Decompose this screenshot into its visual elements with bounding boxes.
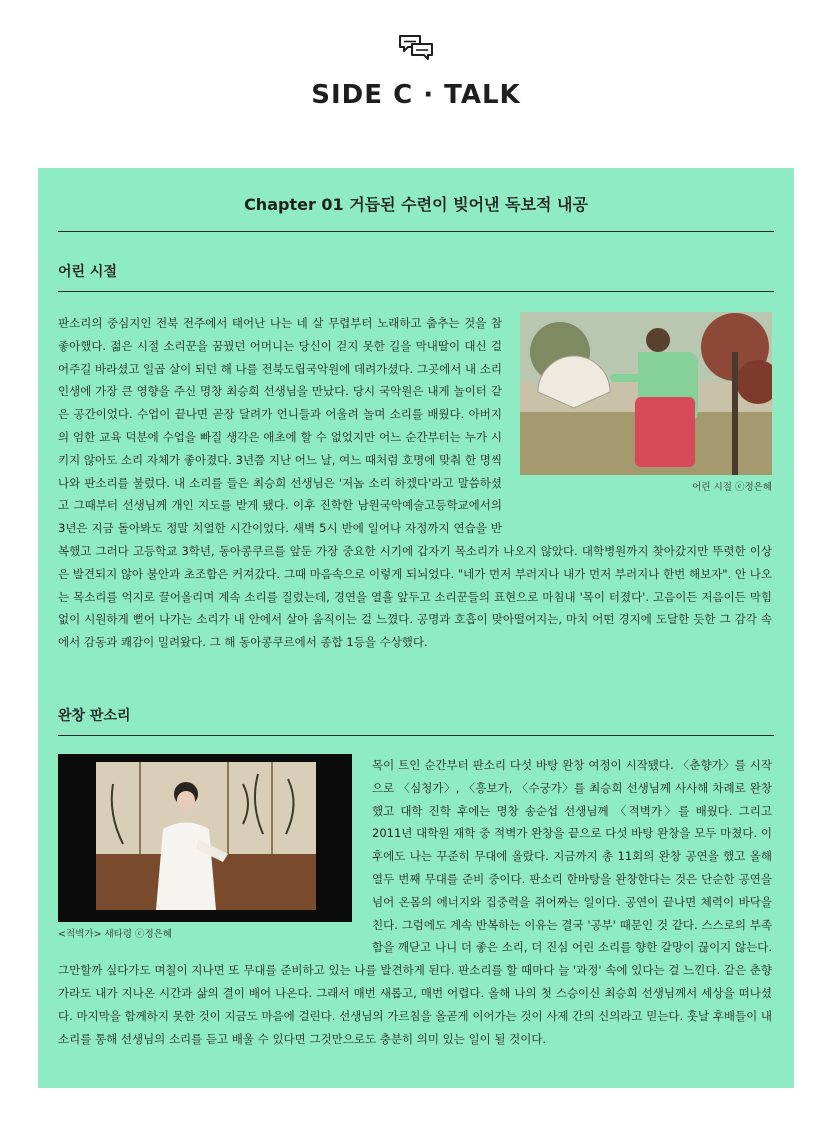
divider bbox=[58, 291, 774, 292]
section-body-wanchang bbox=[58, 754, 772, 1050]
article-panel bbox=[38, 168, 794, 1088]
section-body-childhood bbox=[58, 312, 772, 654]
speech-bubbles-icon bbox=[398, 34, 434, 60]
section-title-childhood: 어린 시절 bbox=[58, 264, 117, 280]
performance-photo-caption: <적벽가> 새타령 ⓒ정은혜 bbox=[58, 929, 173, 940]
divider bbox=[58, 735, 774, 736]
wanchang-paragraph: 목이 트인 순간부터 판소리 다섯 바탕 완창 여정이 시작됐다. 〈춘향가〉를 시작으로 〈심청가〉, 〈흥보가, 〈수궁가〉를 최승희 선생님께 사사해 차례로 완창했고 대학 진학 후에는 명창 송순섭 선생님께 〈적벽가〉를 배웠다. 그리고 2011년 대학원 재학 중 적벽가 완창을 끝으로 다섯 바탕 완창을 모두 마쳤다. 이후에도 나는 꾸준히 무대에 올랐다. 지금까지 총 11회의 완창 공연을 했고 올해 열두 번째 무대를 준비 중이다. 판소리 한바탕을 완창한다는 것은 단순한 공연을 넘어 온몸의 에너지와 집중력을 쥐어짜는 일이다. 공연이 끝나면 체력이 바닥을 친다. 그럼에도 계속 반복하는 이유는 결국 '공부' 때문인 것 같다. 스스로의 부족함을 깨닫고 나니 더 좋은 소리, 더 진심 어린 소리를 향한 갈망이 끊이지 않는다. 그만할까 싶다가도 며칠이 지나면 또 무대를 준비하고 있는 나를 발견하게 된다. 판소리를 할 때마다 늘 '과정' 속에 있다는 걸 느낀다. 같은 춘향가라도 내가 지나온 시간과 삶의 결이 배어 나온다. 그래서 매번 새롭고, 매번 어렵다. 올해 나의 첫 스승이신 최승희 선생님께서 세상을 떠나셨다. 마지막을 함께하지 못한 것이 지금도 마음에 걸린다. 선생님의 가르침을 올곧게 이어가는 것이 사제 간의 신의라고 믿는다. 훗날 후배들이 내 소리를 통해 선생님의 소리를 듣고 배울 수 있다면 그것만으로도 충분히 의미 있는 일이 될 것이다. bbox=[58, 758, 772, 1046]
divider bbox=[58, 231, 774, 232]
childhood-photo-caption: 어린 시절 ⓒ정은혜 bbox=[692, 482, 772, 493]
chapter-title: Chapter 01 거듭된 수련이 빚어낸 독보적 내공 bbox=[244, 195, 588, 214]
performance-photo bbox=[58, 754, 352, 922]
page-title: SIDE C · TALK bbox=[311, 80, 521, 110]
performance-photo-figure bbox=[58, 754, 352, 944]
childhood-paragraph: 판소리의 중심지인 전북 전주에서 태어난 나는 네 살 무렵부터 노래하고 춤추는 것을 참 좋아했다. 젊은 시절 소리꾼을 꿈꿨던 어머니는 당신이 걷지 못한 길을 막내딸이 대신 걸어주길 바라셨고 일곱 살이 되던 해 나를 전북도립국악원에 데려가셨다. 그곳에서 내 소리 인생에 가장 큰 영향을 주신 명창 최승희 선생님을 만났다. 당시 국악원은 내게 놀이터 같은 공간이었다. 수업이 끝나면 곧장 달려가 언니들과 어울려 놀며 소리를 배웠다. 아버지의 엄한 교육 덕분에 수업을 빠질 생각은 애초에 할 수 없었지만 어느 순간부터는 누가 시키지 않아도 소리 자체가 좋아졌다. 3년쯤 지난 어느 날, 여느 때처럼 호명에 맞춰 한 명씩 나와 판소리를 불렀다. 내 소리를 들은 최승희 선생님은 '저놈 소리 하겠다'라고 말씀하셨고 그때부터 선생님께 개인 지도를 받게 됐다. 이후 진학한 남원국악예술고등학교에서의 3년은 지금 돌아봐도 정말 치열한 시간이었다. 새벽 5시 반에 일어나 자정까지 연습을 반복했고 그러다 고등학교 3학년, 동아콩쿠르를 앞둔 가장 중요한 시기에 갑자기 목소리가 나오지 않았다. 대학병원까지 찾아갔지만 뚜렷한 이상은 발견되지 않아 불안과 초조함은 커져갔다. 그때 마음속으로 이렇게 되뇌었다. "네가 먼저 부러지나 내가 먼저 부러지나 한번 해보자". 안 나오는 목소리를 억지로 끌어올리며 계속 소리를 질렀는데, 경연을 열흘 앞두고 소리꾼들의 표현으로 마침내 '목이 터졌다'. 고음이든 저음이든 막힘없이 시원하게 뻗어 나가는 소리가 내 안에서 살아 움직이는 걸 느꼈다. 공명과 호흡이 맞아떨어지는, 마치 어떤 경지에 도달한 듯한 그 감각 속에서 감동과 쾌감이 밀려왔다. 그 해 동아콩쿠르에서 종합 1등을 수상했다. bbox=[58, 316, 772, 650]
section-title-wanchang: 완창 판소리 bbox=[58, 708, 131, 724]
childhood-photo bbox=[520, 312, 772, 475]
childhood-photo-figure bbox=[520, 312, 772, 512]
